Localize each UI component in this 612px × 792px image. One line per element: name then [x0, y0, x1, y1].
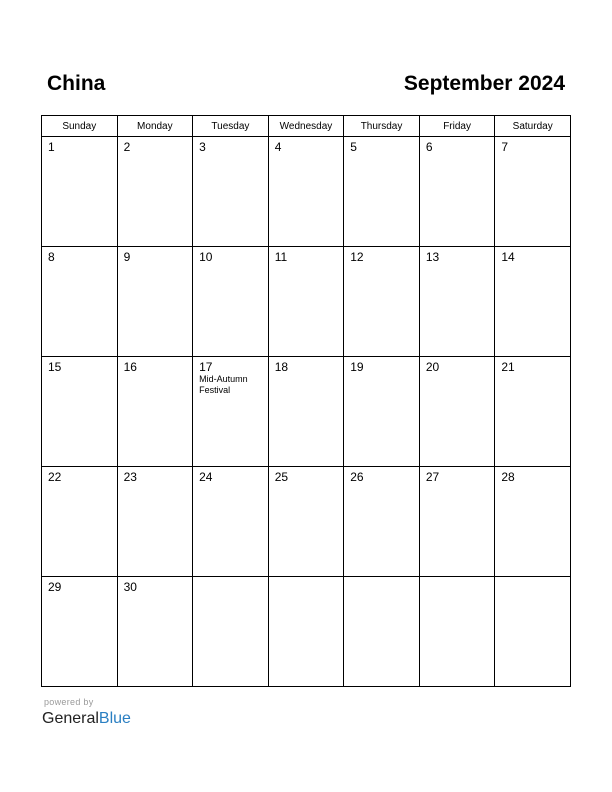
- empty-day-cell: [268, 577, 344, 687]
- day-cell[interactable]: [268, 247, 344, 357]
- day-cell[interactable]: [495, 357, 571, 467]
- day-cell[interactable]: [268, 467, 344, 577]
- day-number: 24: [199, 470, 213, 484]
- day-cell[interactable]: [419, 467, 495, 577]
- empty-day-cell: [344, 577, 420, 687]
- day-cell[interactable]: [42, 577, 118, 687]
- weekday-monday: Monday: [117, 116, 193, 137]
- day-number: 28: [501, 470, 515, 484]
- day-number: 5: [350, 140, 357, 154]
- empty-day-cell: [495, 577, 571, 687]
- calendar-grid: [41, 115, 571, 687]
- week-row: [42, 247, 571, 357]
- day-number: 6: [425, 140, 433, 154]
- day-number: 21: [501, 360, 515, 374]
- day-number: 15: [48, 360, 62, 374]
- day-number: 7: [501, 140, 509, 154]
- day-number: 23: [123, 470, 137, 484]
- week-row: [42, 577, 571, 687]
- day-cell[interactable]: [117, 357, 193, 467]
- country-title: China: [47, 72, 106, 95]
- week-row: [42, 357, 571, 467]
- day-cell[interactable]: [117, 137, 193, 247]
- day-number: 13: [425, 250, 440, 264]
- day-cell[interactable]: [117, 467, 193, 577]
- day-cell[interactable]: [117, 247, 193, 357]
- day-cell[interactable]: [117, 577, 193, 687]
- day-cell[interactable]: [268, 137, 344, 247]
- day-number: 12: [350, 250, 364, 264]
- day-cell[interactable]: [344, 357, 420, 467]
- day-cell[interactable]: [193, 357, 269, 467]
- week-row: [42, 137, 571, 247]
- day-cell[interactable]: [419, 137, 495, 247]
- day-cell[interactable]: [344, 247, 420, 357]
- empty-day-cell: [193, 577, 269, 687]
- day-cell[interactable]: [495, 247, 571, 357]
- day-cell[interactable]: [193, 467, 269, 577]
- powered-by-label: powered by: [44, 697, 94, 707]
- day-number: 29: [48, 580, 62, 594]
- day-number: 3: [199, 140, 206, 154]
- day-number: 4: [274, 140, 282, 154]
- weekday-tuesday: Tuesday: [193, 116, 269, 137]
- day-number: 9: [123, 250, 131, 264]
- day-cell[interactable]: [419, 247, 495, 357]
- day-cell[interactable]: [42, 137, 118, 247]
- day-number: 10: [199, 250, 213, 264]
- day-cell[interactable]: [495, 137, 571, 247]
- day-number: 16: [123, 360, 137, 374]
- day-number: 8: [48, 250, 55, 264]
- day-number: 26: [350, 470, 364, 484]
- day-number: [193, 577, 268, 580]
- weekday-friday: Friday: [419, 116, 495, 137]
- day-cell[interactable]: [344, 467, 420, 577]
- day-cell[interactable]: [344, 137, 420, 247]
- month-year-title: September 2024: [403, 72, 565, 95]
- day-number: 30: [123, 580, 137, 594]
- day-number: 1: [48, 140, 55, 154]
- day-number: 11: [274, 250, 288, 264]
- weekday-header-row: [42, 116, 571, 137]
- day-number: 25: [274, 470, 289, 484]
- holiday-label: Mid-Autumn Festival: [199, 374, 248, 395]
- day-cell[interactable]: [495, 467, 571, 577]
- day-number: [495, 577, 570, 580]
- day-cell[interactable]: [419, 357, 495, 467]
- day-number: [344, 577, 419, 580]
- generalblue-logo[interactable]: [42, 709, 131, 729]
- day-number: 20: [425, 360, 440, 374]
- day-number: 27: [425, 470, 440, 484]
- empty-day-cell: [419, 577, 495, 687]
- day-number: [420, 577, 495, 580]
- day-number: 2: [123, 140, 131, 154]
- day-number: [269, 577, 344, 580]
- weekday-sunday: Sunday: [42, 116, 118, 137]
- day-cell[interactable]: [193, 247, 269, 357]
- day-number: 22: [48, 470, 62, 484]
- day-cell[interactable]: [268, 357, 344, 467]
- weekday-thursday: Thursday: [344, 116, 420, 137]
- weekday-saturday: Saturday: [495, 116, 571, 137]
- brand-general-text: General: [42, 710, 99, 727]
- weekday-wednesday: Wednesday: [268, 116, 344, 137]
- day-cell[interactable]: [42, 467, 118, 577]
- day-number: 17: [199, 360, 213, 374]
- day-cell[interactable]: [42, 357, 118, 467]
- brand-blue-text: Blue: [98, 710, 131, 727]
- day-cell[interactable]: [193, 137, 269, 247]
- day-cell[interactable]: [42, 247, 118, 357]
- week-row: [42, 467, 571, 577]
- day-number: 14: [501, 250, 515, 264]
- day-number: 18: [274, 360, 289, 374]
- day-number: 19: [350, 360, 364, 374]
